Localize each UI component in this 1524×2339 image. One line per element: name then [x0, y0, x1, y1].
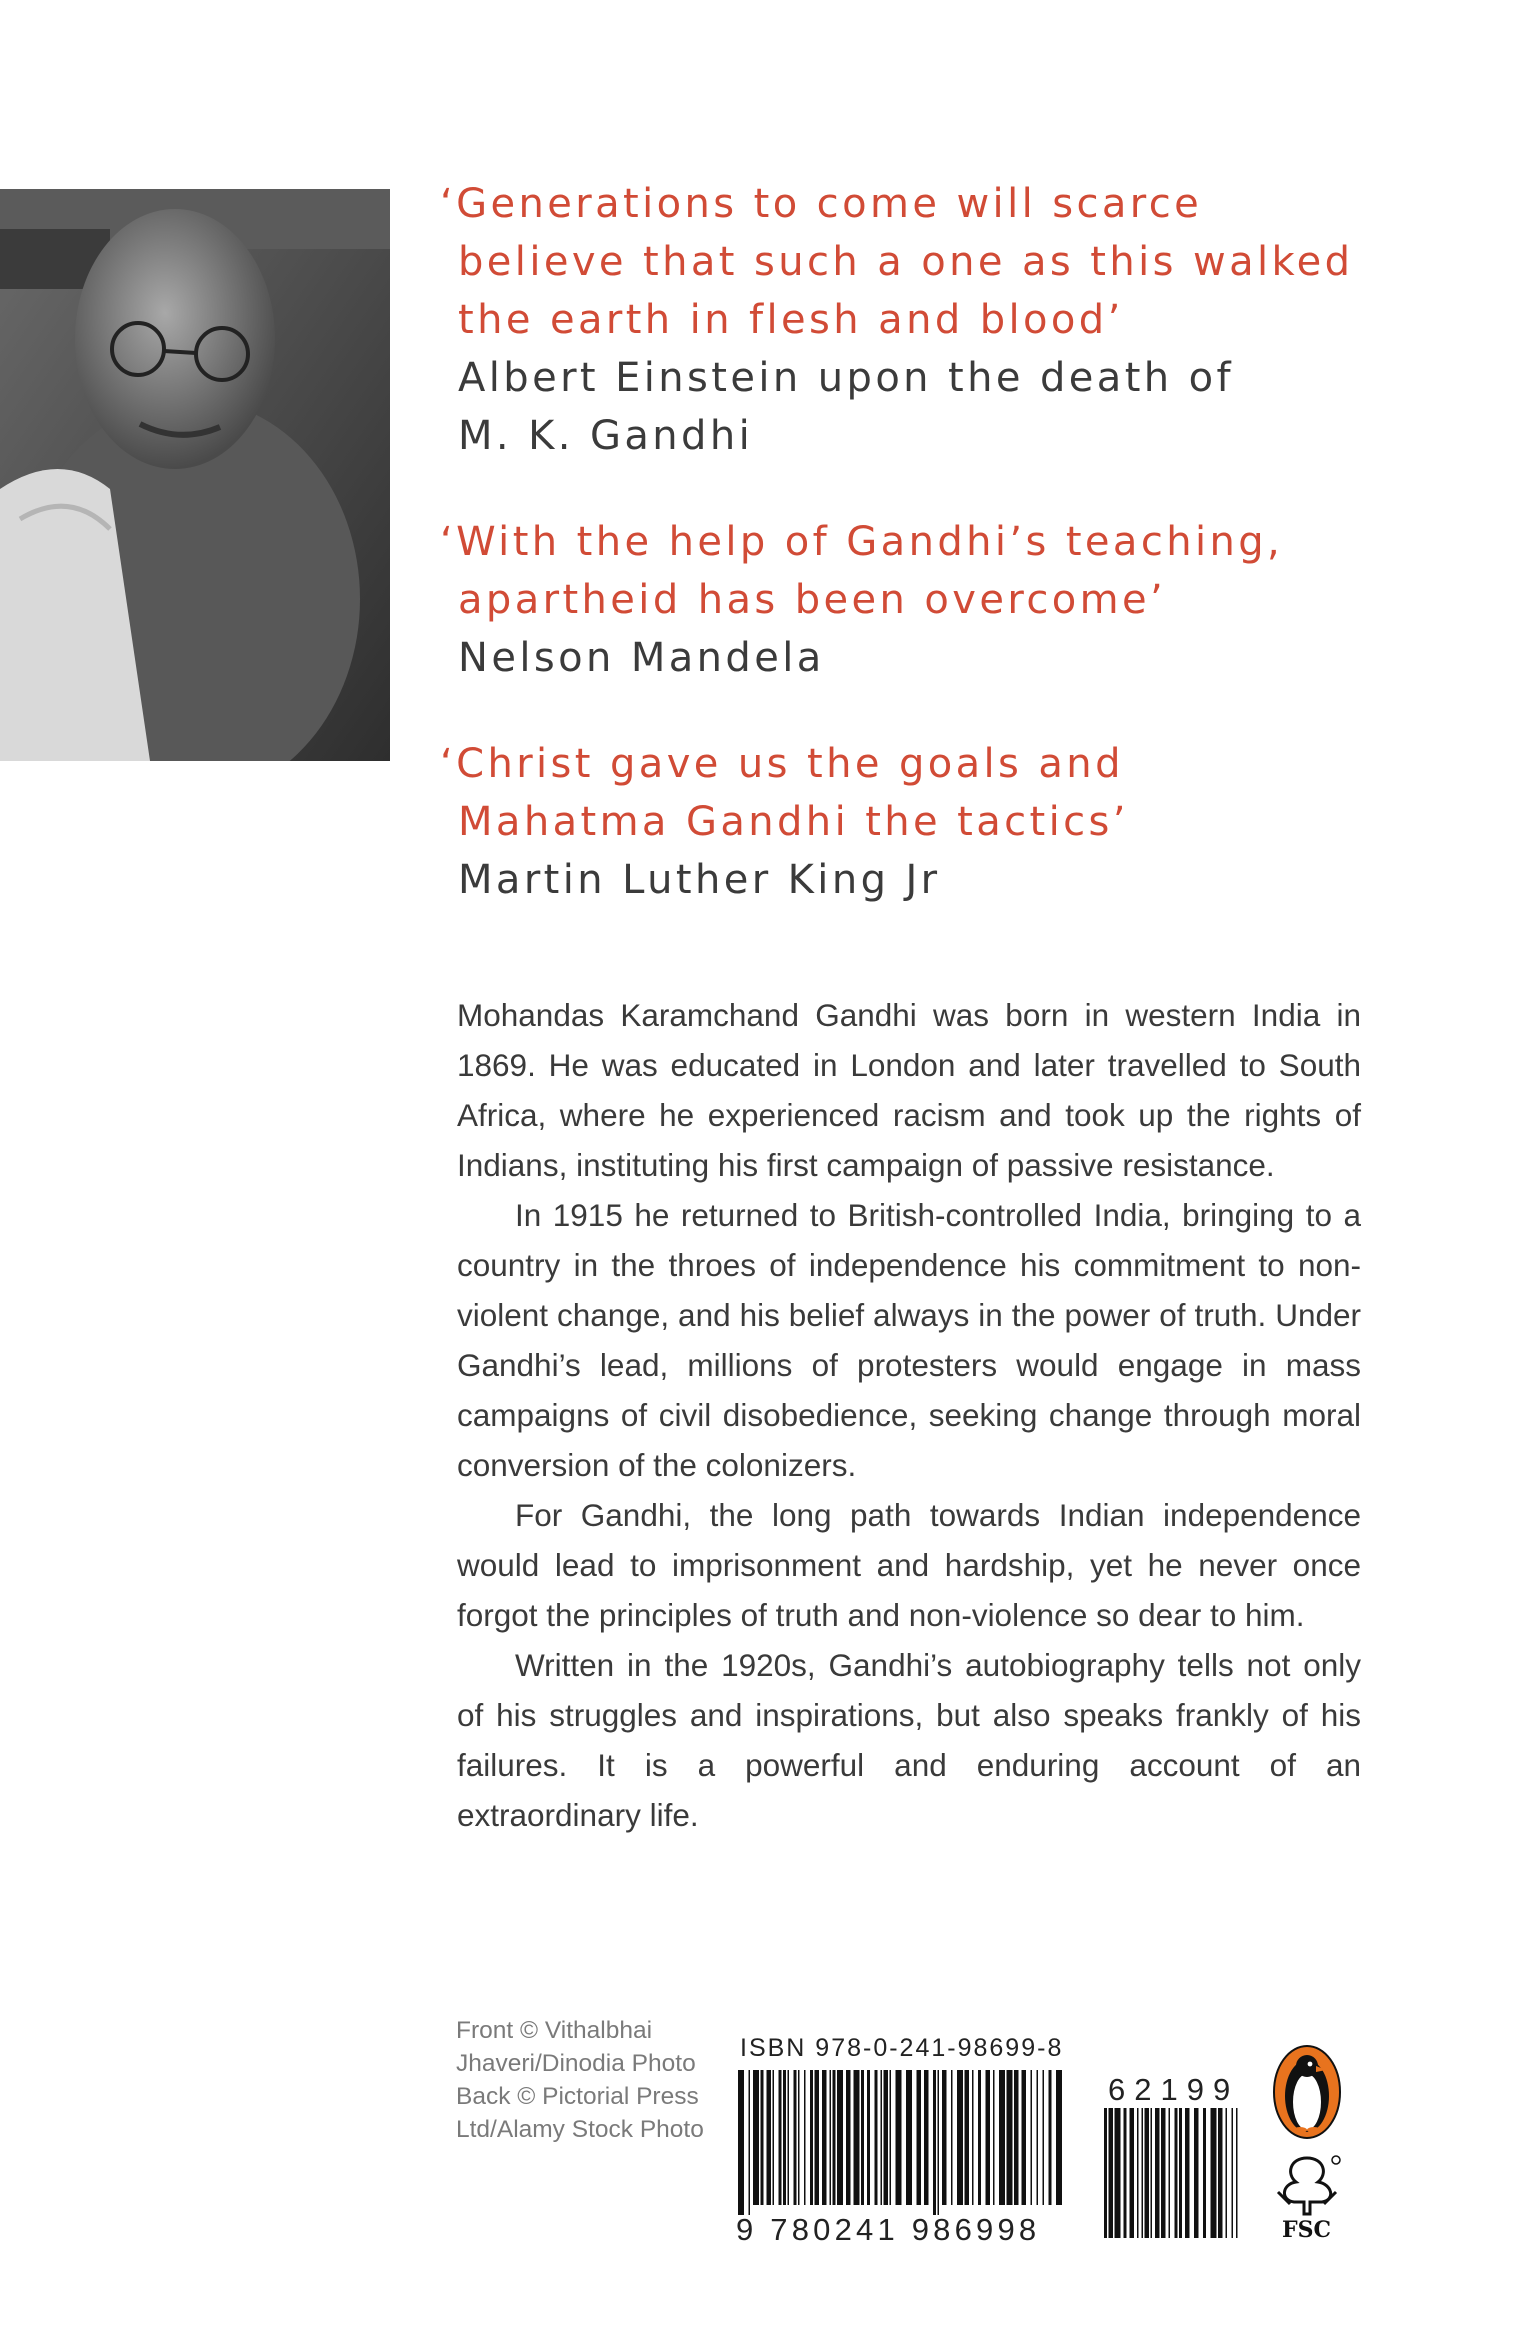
quote-line: Mahatma Gandhi the tactics’ — [458, 799, 1129, 845]
quote-king — [440, 735, 1440, 909]
quote-attribution: Albert Einstein upon the death of — [458, 355, 1235, 401]
blurb-paragraph: For Gandhi, the long path towards Indian independence would lead to imprisonment and hardship, yet he never once forgot the principles of truth and non-violence so dear to him. — [457, 1497, 1361, 1633]
quote-attribution: Nelson Mandela — [458, 635, 825, 681]
barcode-digits: 9 780241 986998 — [736, 2212, 1041, 2247]
quote-line: ‘Generations to come will scarce — [440, 181, 1203, 227]
blurb-paragraph: Mohandas Karamchand Gandhi was born in western India in 1869. He was educated in London and later travelled to South Africa, where he experienced racism and took up the rights of Indians, instituting his first campaign of passive resistance. — [457, 997, 1361, 1183]
quote-attribution: M. K. Gandhi — [458, 413, 754, 459]
author-photo — [0, 189, 390, 761]
credit-line: Front © Vithalbhai — [456, 2017, 653, 2044]
quote-line: ‘Christ gave us the goals and — [440, 741, 1124, 787]
credit-line: Ltd/Alamy Stock Photo — [456, 2116, 704, 2143]
quote-line: apartheid has been overcome’ — [458, 577, 1167, 623]
blurb-paragraph: In 1915 he returned to British-controlled India, bringing to a country in the throes of independence his commitment to non-violent change, and his belief always in the power of truth. Under Gandhi’s lead, millions of protesters would engage in mass campaigns of civil disobedience, seeking change through moral conversion of the colonizers. — [457, 1197, 1361, 1483]
penguin-logo — [1272, 2044, 1342, 2140]
addon-barcode — [1102, 2108, 1242, 2248]
blurb-paragraph: Written in the 1920s, Gandhi’s autobiography tells not only of his struggles and inspirations, but also speaks frankly of his failures. It is a powerful and enduring account of an extraordinary life. — [457, 1647, 1361, 1833]
credit-line: Jhaveri/Dinodia Photo — [456, 2050, 696, 2077]
quotes-section — [440, 175, 1440, 957]
isbn-label: ISBN 978-0-241-98699-8 — [740, 2034, 1064, 2062]
quote-line: the earth in flesh and blood’ — [458, 297, 1124, 343]
addon-digits: 62199 — [1108, 2072, 1240, 2107]
quote-line: ‘With the help of Gandhi’s teaching, — [440, 519, 1284, 565]
quote-attribution: Martin Luther King Jr — [458, 857, 941, 903]
isbn-barcode — [736, 2070, 1066, 2215]
credit-line: Back © Pictorial Press — [456, 2083, 699, 2110]
blurb-text — [457, 990, 1361, 1840]
fsc-logo-icon — [1270, 2152, 1344, 2218]
photo-credits — [456, 2014, 736, 2146]
quote-mandela — [440, 513, 1440, 687]
quote-einstein — [440, 175, 1440, 465]
quote-line: believe that such a one as this walked — [458, 239, 1354, 285]
fsc-label: FSC — [1282, 2217, 1332, 2243]
